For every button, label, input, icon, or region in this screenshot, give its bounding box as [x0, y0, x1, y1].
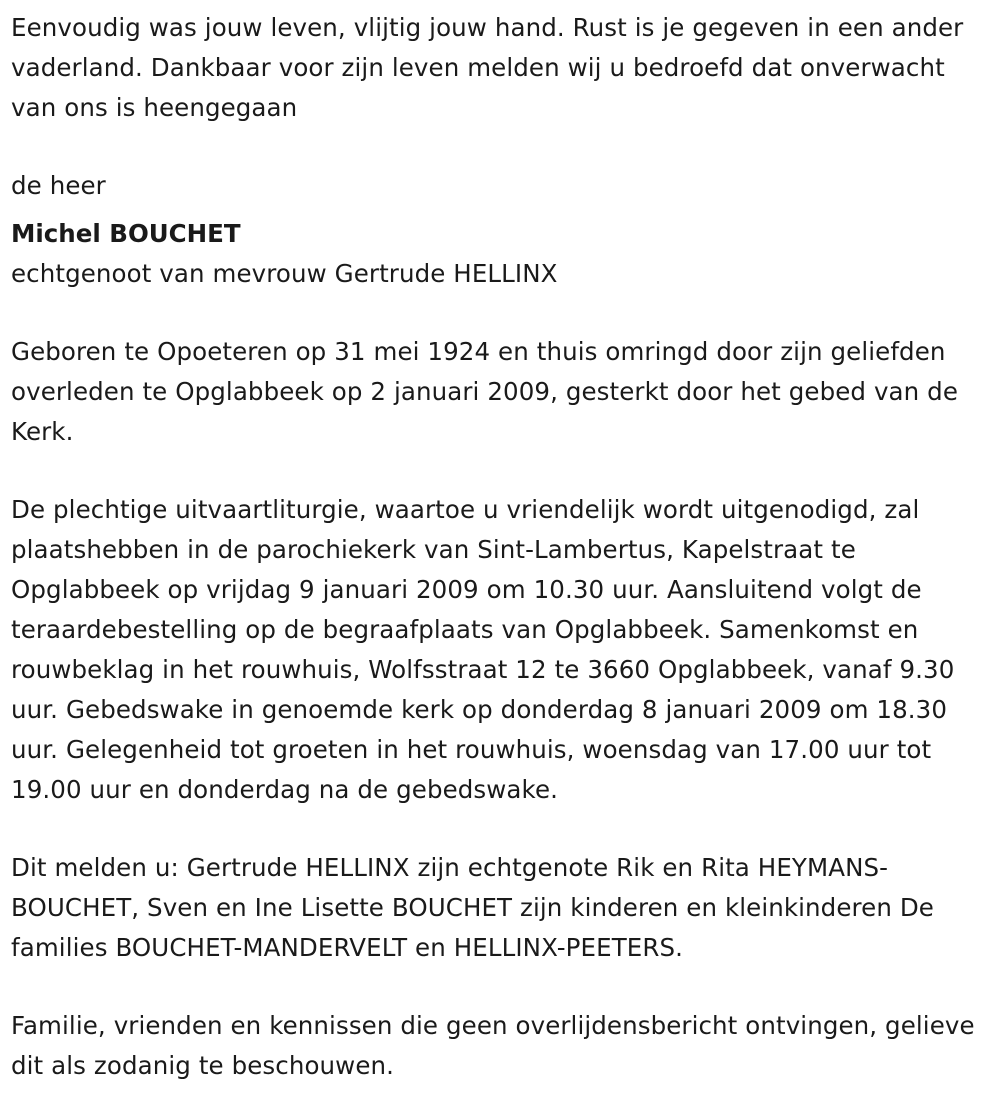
family-paragraph: Dit melden u: Gertrude HELLINX zijn echtgenote Rik en Rita HEYMANS-BOUCHET, Sven en Ine Lisette BOUCHET zijn kinderen en kleinkinderen De families BOUCHET-MANDERVELT en HELLINX-PEETERS.	[11, 853, 934, 962]
spacer	[11, 294, 996, 332]
closing-paragraph: Familie, vrienden en kennissen die geen overlijdensbericht ontvingen, gelieve dit als zodanig te beschouwen.	[11, 1011, 975, 1080]
deceased-name: Michel BOUCHET	[11, 219, 241, 248]
spacer	[11, 810, 996, 848]
spacer	[11, 128, 996, 166]
obituary-notice	[11, 8, 996, 1086]
spacer	[11, 968, 996, 1006]
opening-verse: Eenvoudig was jouw leven, vlijtig jouw hand. Rust is je gegeven in een ander vaderland. Dankbaar voor zijn leven melden wij u bedroefd dat onverwacht van ons is heengegaan	[11, 13, 964, 122]
spouse-line: echtgenoot van mevrouw Gertrude HELLINX	[11, 259, 558, 288]
salutation: de heer	[11, 171, 106, 200]
birth-death-paragraph: Geboren te Opoeteren op 31 mei 1924 en thuis omringd door zijn geliefden overleden te Opglabbeek op 2 januari 2009, gesterkt door het gebed van de Kerk.	[11, 337, 958, 446]
spacer	[11, 452, 996, 490]
funeral-paragraph: De plechtige uitvaartliturgie, waartoe u vriendelijk wordt uitgenodigd, zal plaatshebben in de parochiekerk van Sint-Lambertus, Kapelstraat te Opglabbeek op vrijdag 9 januari 2009 om 10.30 uur. Aansluitend volgt de teraardebestelling op de begraafplaats van Opglabbeek. Samenkomst en rouwbeklag in het rouwhuis, Wolfsstraat 12 te 3660 Opglabbeek, vanaf 9.30 uur. Gebedswake in genoemde kerk op donderdag 8 januari 2009 om 18.30 uur. Gelegenheid tot groeten in het rouwhuis, woensdag van 17.00 uur tot 19.00 uur en donderdag na de gebedswake.	[11, 495, 955, 804]
